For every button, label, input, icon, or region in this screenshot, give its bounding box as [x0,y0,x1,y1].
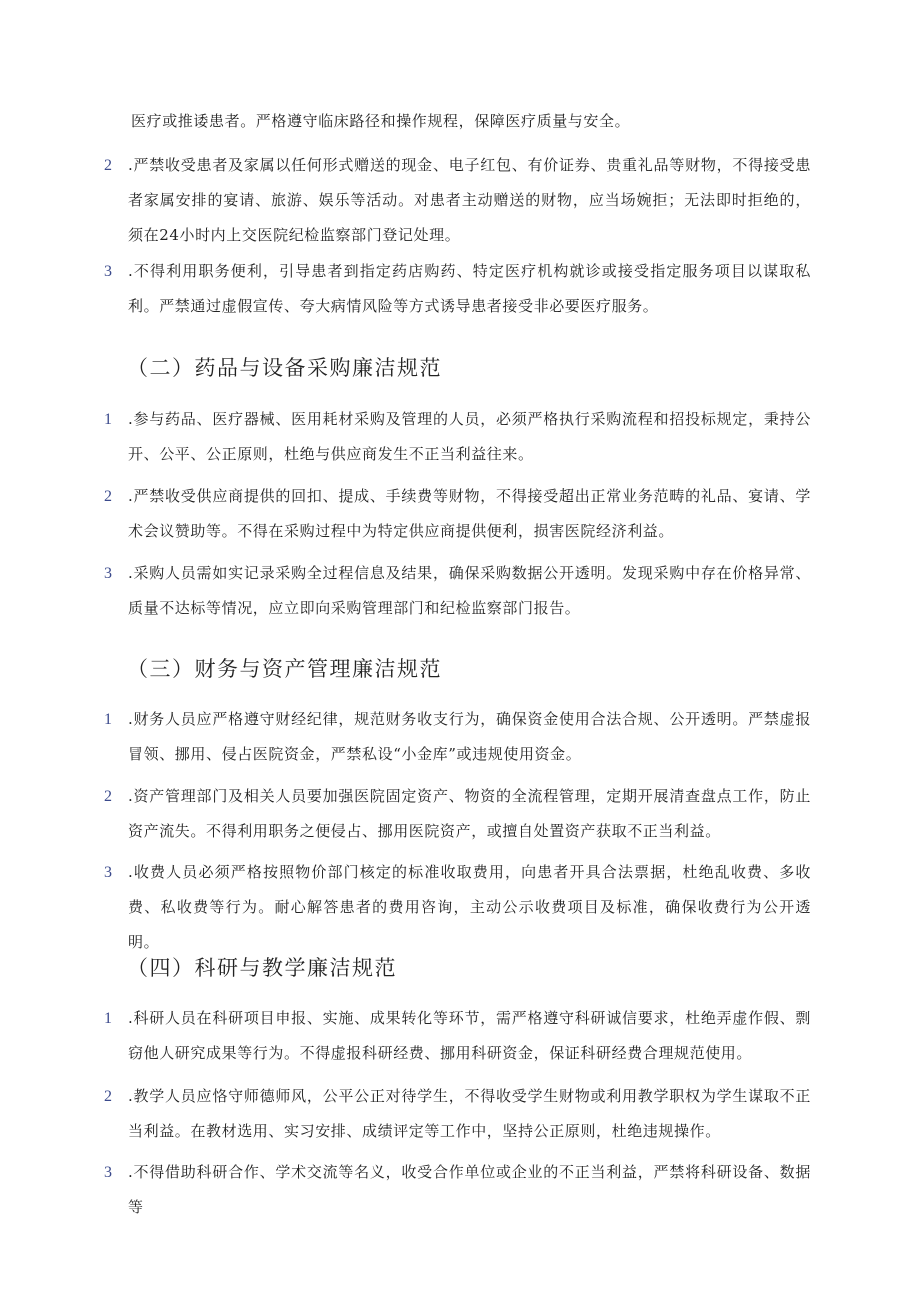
list-item [104,479,811,549]
list-item [104,855,811,960]
list-item [104,779,811,849]
item-number: 3 [104,864,113,881]
list-item [104,1001,811,1071]
item-text: .资产管理部门及相关人员要加强医院固定资产、物资的全流程管理，定期开展清查盘点工作，防止资产流失。不得利用职务之便侵占、挪用医院资产，或擅自处置资产获取不正当利益。 [128,787,811,840]
section-heading: （四）科研与教学廉洁规范 [127,956,397,980]
item-text: .参与药品、医疗器械、医用耗材采购及管理的人员，必须严格执行采购流程和招投标规定，秉持公开、公平、公正原则，杜绝与供应商发生不正当利益往来。 [128,410,811,463]
item-text: .科研人员在科研项目申报、实施、成果转化等环节，需严格遵守科研诚信要求，杜绝弄虚作假、剽窃他人研究成果等行为。不得虚报科研经费、挪用科研资金，保证科研经费合理规范使用。 [128,1009,811,1062]
item-number: 2 [104,1088,113,1105]
item-number: 3 [104,1164,113,1181]
item-text: .不得利用职务便利，引导患者到指定药店购药、特定医疗机构就诊或接受指定服务项目以谋取私利。严禁通过虚假宣传、夸大病情风险等方式诱导患者接受非必要医疗服务。 [128,262,811,315]
item-number: 2 [104,157,113,174]
list-item [104,402,811,472]
item-number: 1 [104,711,113,728]
item-number: 2 [104,488,113,505]
list-item [104,1079,811,1149]
section-heading: （二）药品与设备采购廉洁规范 [127,356,442,380]
list-item [104,702,811,772]
item-number: 3 [104,565,113,582]
item-text: .采购人员需如实记录采购全过程信息及结果，确保采购数据公开透明。发现采购中存在价格异常、质量不达标等情况，应立即向采购管理部门和纪检监察部门报告。 [128,564,811,617]
list-item [104,148,811,253]
item-text: .财务人员应严格遵守财经纪律，规范财务收支行为，确保资金使用合法合规、公开透明。严禁虚报冒领、挪用、侵占医院资金，严禁私设“小金库”或违规使用资金。 [128,710,811,763]
item-number: 1 [104,411,113,428]
continuation-paragraph: 医疗或推诿患者。严格遵守临床路径和操作规程，保障医疗质量与安全。 [131,112,631,130]
item-text: .严禁收受供应商提供的回扣、提成、手续费等财物，不得接受超出正常业务范畴的礼品、宴请、学术会议赞助等。不得在采购过程中为特定供应商提供便利，损害医院经济利益。 [128,487,811,540]
item-text: .教学人员应恪守师德师风，公平公正对待学生，不得收受学生财物或利用教学职权为学生谋取不正当利益。在教材选用、实习安排、成绩评定等工作中，坚持公正原则，杜绝违规操作。 [128,1087,811,1140]
list-item [104,1155,811,1225]
list-item [104,556,811,626]
item-text: .不得借助科研合作、学术交流等名义，收受合作单位或企业的不正当利益，严禁将科研设备、数据等 [128,1163,811,1216]
item-number: 2 [104,788,113,805]
list-item [104,254,811,324]
item-number: 3 [104,263,113,280]
item-number: 1 [104,1010,113,1027]
item-text: .严禁收受患者及家属以任何形式赠送的现金、电子红包、有价证券、贵重礼品等财物，不得接受患者家属安排的宴请、旅游、娱乐等活动。对患者主动赠送的财物，应当场婉拒；无法即时拒绝的，须在24小时内上交医院纪检监察部门登记处理。 [128,156,811,244]
item-text: .收费人员必须严格按照物价部门核定的标准收取费用，向患者开具合法票据，杜绝乱收费、多收费、私收费等行为。耐心解答患者的费用咨询，主动公示收费项目及标准，确保收费行为公开透明。 [128,863,811,951]
section-heading: （三）财务与资产管理廉洁规范 [127,657,442,681]
